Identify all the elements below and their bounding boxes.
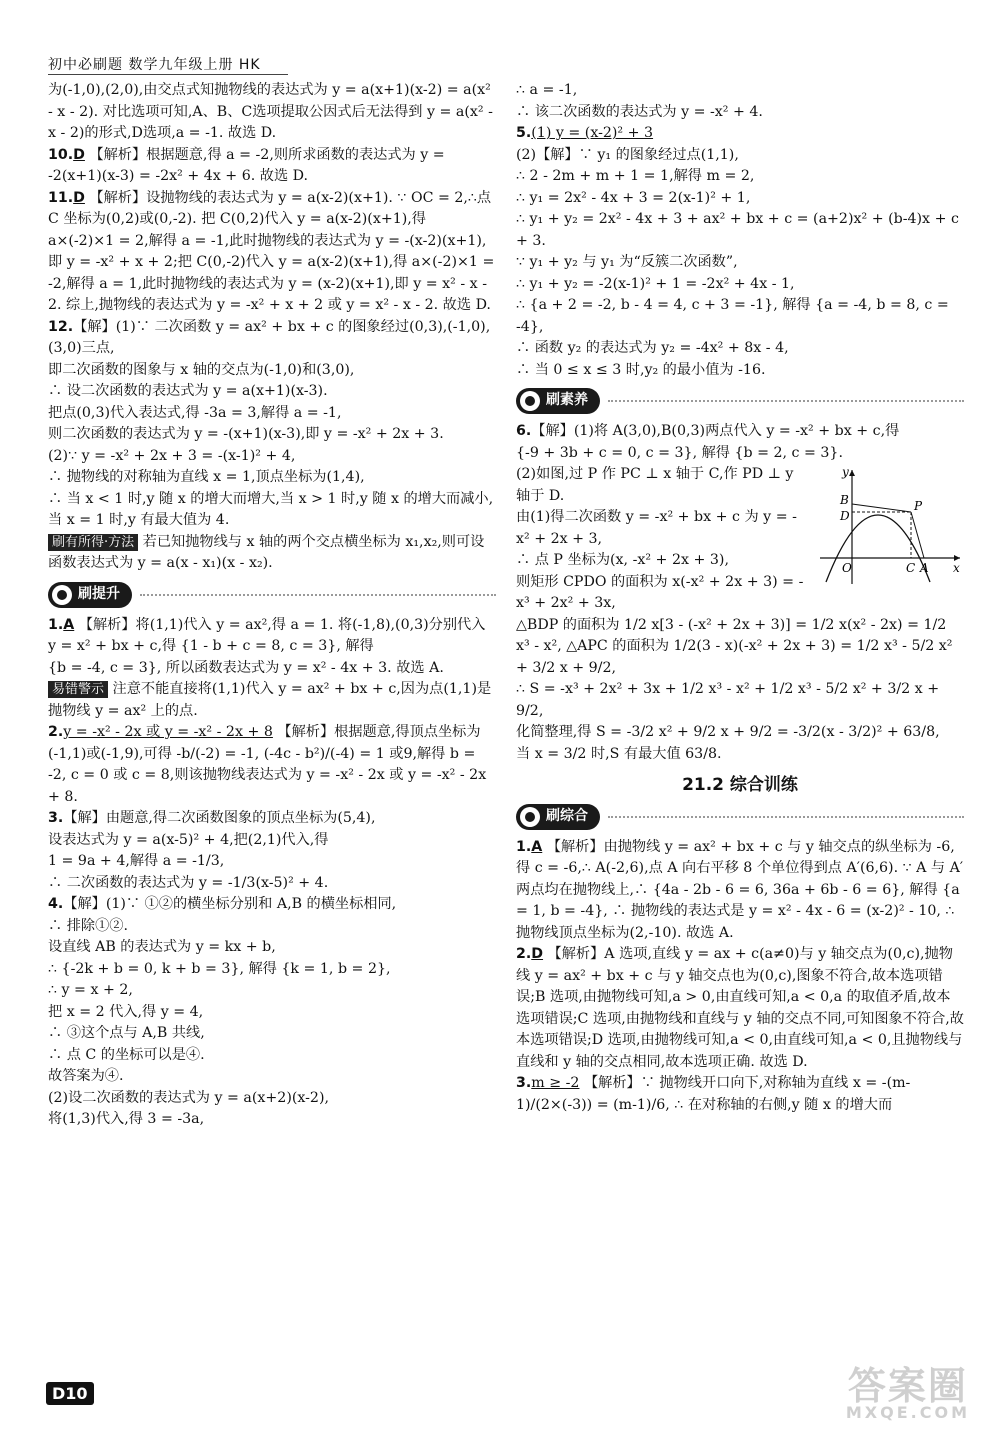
t3-line: ∴ 二次函数的表达式为 y = -1/3(x-5)² + 4. [48, 874, 329, 891]
warning-note [48, 679, 496, 722]
q6-line: ∴ S = -x³ + 2x² + 3x + 1/2 x³ - x² + 1/2 x³ - 5/2 x² + 3/2 x + 9/2, [516, 681, 944, 719]
q5-line: ∵ y₁ + y₂ 与 y₁ 为“反簇二次函数”, [516, 254, 738, 270]
warning-text: 注意不能直接将(1,1)代入 y = ax² + bx + c,因为点(1,1)是抛物线 y = ax² 上的点. [48, 681, 492, 719]
q5-answer: (1) y = (x-2)² + 3 [531, 125, 654, 141]
right-column [516, 80, 964, 1116]
q12-line: 【解】(1)∵ 二次函数 y = ax² + bx + c 的图象经过(0,3),(-1,0),(3,0)三点, [48, 318, 491, 356]
c1-number: 1. [516, 838, 532, 855]
q12-number: 12. [48, 318, 74, 335]
t1-answer: A [63, 616, 75, 633]
c3-answer: m ≥ -2 [531, 1075, 580, 1091]
label-c: C [906, 561, 916, 575]
t4-line: ∴ {-2k + b = 0, k + b = 3}, 解得 {k = 1, b = 2}, [48, 960, 391, 977]
q6 [516, 421, 964, 765]
t3-line: 设表达式为 y = a(x-5)² + 4,把(2,1)代入,得 [48, 831, 329, 848]
q11-text: 【解析】设抛物线的表达式为 y = a(x-2)(x+1). ∵ OC = 2,∴点 C 坐标为(0,2)或(0,-2). 把 C(0,2)代入 y = a(x-2)(x+1),得 a×(-2)×1 = 2,解得 a = -1,此时抛物线的表达式为 y = -(x-2)(x+1),即 y = -x² + x + 2;把 C(0,-2)代入 y = a(x-2)(x+1),得 a×(-2)×1 = -2,解得 a = 1,此时抛物线的表达式为 y = (x-2)(x+1),即 y = x² - x - 2. 综上,抛物线的表达式为 y = -x² + x + 2 或 y = x² - x - 2. 故选 D. [48, 189, 499, 313]
t3 [48, 808, 496, 894]
q10 [48, 145, 496, 188]
book-icon [520, 391, 540, 411]
q12-line: ∴ 抛物线的对称轴为直线 x = 1,顶点坐标为(1,4), [48, 469, 365, 485]
q12-line: 把点(0,3)代入表达式,得 -3a = 3,解得 a = -1, [48, 404, 342, 421]
watermark-sub: MXQE.COM [845, 1403, 970, 1422]
label-p: P [914, 499, 923, 513]
y-axis-arrow [849, 470, 855, 476]
running-header: 初中必刷题 数学九年级上册 HK [48, 57, 261, 73]
section-badge [516, 388, 600, 414]
q5-number: 5. [516, 125, 532, 141]
t3-number: 3. [48, 810, 64, 826]
label-y: y [842, 466, 849, 479]
section-shuatisheng [48, 581, 496, 609]
section-title: 刷综合 [546, 807, 588, 824]
q5-line: ∴ y₁ + y₂ = 2x² - 4x + 3 + ax² + bx + c = (a+2)x² + (b-4)x + c + 3. [516, 211, 964, 249]
dotted-divider [140, 594, 496, 596]
parabola-figure [812, 466, 964, 586]
section-badge [48, 582, 132, 608]
c1-text: 【解析】由抛物线 y = ax² + bx + c 与 y 轴交点的纵坐标为 -6,得 c = -6,∴ A(-2,6),点 A 向右平移 8 个单位得到点 A′(6,6). ∵ A 与 A′两点均在抛物线上,∴ {4a - 2b - 6 = 6, 36a + 6b - 6 = 6}, 解得 {a = 1, b = -4}, ∴ 抛物线的表达式是 y = x² - 4x - 6 = (x-2)² - 10, ∴ 抛物线顶点坐标为(2,-10). 故选 A. [516, 838, 965, 941]
t4-line: (2)设二次函数的表达式为 y = a(x+2)(x-2), [48, 1089, 330, 1106]
c1 [516, 837, 964, 945]
q5-line: ∴ 函数 y₂ 的表达式为 y₂ = -4x² + 8x - 4, [516, 340, 789, 356]
t3-line: 1 = 9a + 4,解得 a = -1/3, [48, 853, 225, 869]
t4-number: 4. [48, 896, 64, 912]
q5-line: ∴ {a + 2 = -2, b - 4 = 4, c + 3 = -1}, 解得 {a = -4, b = 8, c = -4}, [516, 297, 954, 335]
q9-continuation: 为(-1,0),(2,0),由交点式知抛物线的表达式为 y = a(x+1)(x-2) = a(x² - x - 2). 对比选项可知,A、B、C选项提取公因式后无法得到 y = a(x² - x - 2)的形式,D选项,a = -1. 故选 D. [48, 82, 498, 141]
q6-line: 则矩形 CPDO 的面积为 x(-x² + 2x + 3) = -x³ + 2x² + 3x, [516, 573, 804, 611]
q5-line: ∴ y₁ + y₂ = -2(x-1)² + 1 = -2x² + 4x - 1, [516, 275, 795, 292]
t4-line: 故答案为④. [48, 1068, 124, 1084]
watermark [845, 1364, 970, 1422]
c3-text: 【解析】∵ 抛物线开口向下,对称轴为直线 x = -(m-1)/(2×(-3)) = (m-1)/6, ∴ 在对称轴的右侧,y 随 x 的增大而 [516, 1075, 911, 1113]
q10-answer: D [73, 146, 85, 163]
t1-line: 【解析】将(1,1)代入 y = ax²,得 a = 1. 将(-1,8),(0,3)分别代入 y = x² + bx + c,得 {1 - b + c = 8, c = 3}, 解得 [48, 616, 486, 654]
method-note [48, 532, 496, 575]
q12-line: ∴ 当 x < 1 时,y 随 x 的增大而增大,当 x > 1 时,y 随 x 的增大而减小,当 x = 1 时,y 有最大值为 4. [48, 490, 494, 528]
label-o: O [842, 561, 852, 575]
q6-line: 【解】(1)将 A(3,0),B(0,3)两点代入 y = -x² + bx + c,得 [531, 423, 900, 439]
t4 [48, 894, 496, 1131]
label-a: A [920, 561, 929, 575]
book-icon [52, 585, 72, 605]
t2-text: 【解析】根据题意,得顶点坐标为(-1,1)或(-1,9),可得 -b/(-2) = -1, (-4c - b²)/(-4) = 1 或9,解得 b = -2, c = 0 或 c = 8,则该抛物线表达式为 y = -x² - 2x 或 y = -x² - 2x + 8. [48, 724, 491, 805]
q5-line: (2)【解】∵ y₁ 的图象经过点(1,1), [516, 146, 739, 163]
t1 [48, 615, 496, 680]
t4-line: 设直线 AB 的表达式为 y = kx + b, [48, 939, 276, 955]
section-title: 刷素养 [546, 392, 588, 409]
q6-line: {-9 + 3b + c = 0, c = 3}, 解得 {b = 2, c = 3}. [516, 444, 843, 461]
q6-number: 6. [516, 423, 532, 439]
q6-line: (2)如图,过 P 作 PC ⊥ x 轴于 C,作 PD ⊥ y 轴于 D. [516, 466, 798, 504]
t4-line: ∴ 排除①②. [48, 917, 128, 934]
q5-line: ∴ 2 - 2m + m + 1 = 1,解得 m = 2, [516, 168, 755, 184]
q12-line: 即二次函数的图象与 x 轴的交点为(-1,0)和(3,0), [48, 361, 355, 378]
c2-number: 2. [516, 946, 532, 962]
t4-line: 【解】(1)∵ ①②的横坐标分别和 A,B 的横坐标相同, [63, 896, 397, 912]
segment-bp [852, 504, 911, 512]
c1-answer: A [531, 838, 543, 855]
t4-line: 把 x = 2 代入,得 y = 4, [48, 1003, 204, 1020]
q6-line: ∴ 点 P 坐标为(x, -x² + 2x + 3), [516, 552, 729, 568]
q6-line: △BDP 的面积为 1/2 x[3 - (-x² + 2x + 3)] = 1/2 x(x² - 2x) = 1/2 x³ - x², △APC 的面积为 1/2(3 - x)(-x² + 2x + 3) = 1/2 x³ - 5/2 x² + 3/2 x + 9/2, [516, 616, 958, 676]
q6-line: 当 x = 3/2 时,S 有最大值 63/8. [516, 745, 722, 762]
q6-line: 由(1)得二次函数 y = -x² + bx + c 为 y = -x² + 2x + 3, [516, 509, 797, 547]
c3-number: 3. [516, 1075, 532, 1091]
t4-line: 将(1,3)代入,得 3 = -3a, [48, 1111, 205, 1127]
book-icon [520, 807, 540, 827]
segment-pa [911, 512, 924, 558]
q5 [516, 123, 964, 381]
page-number: D10 [46, 1382, 94, 1405]
label-b: B [840, 493, 849, 507]
method-text: 若已知抛物线与 x 轴的两个交点横坐标为 x₁,x₂,则可设函数表达式为 y = a(x - x₁)(x - x₂). [48, 533, 485, 571]
warning-tag: 易错警示 [48, 681, 108, 698]
q12-line: ∴ 设二次函数的表达式为 y = a(x+1)(x-3). [48, 383, 328, 399]
q5-line: ∴ 当 0 ≤ x ≤ 3 时,y₂ 的最小值为 -16. [516, 361, 766, 378]
dotted-divider [608, 816, 964, 818]
q6-line: 化简整理,得 S = -3/2 x² + 9/2 x + 9/2 = -3/2(x - 3/2)² + 63/8, [516, 724, 940, 740]
q12 [48, 317, 496, 532]
t1-number: 1. [48, 616, 64, 633]
q10-text: 【解析】根据题意,得 a = -2,则所求函数的表达式为 y = -2(x+1)(x-3) = -2x² + 4x + 6. 故选 D. [48, 146, 450, 184]
q12-line: 则二次函数的表达式为 y = -(x+1)(x-3),即 y = -x² + 2x + 3. [48, 426, 444, 442]
section-badge [516, 804, 600, 830]
label-d: D [840, 509, 850, 523]
header-rule [48, 74, 288, 75]
t4-line: ∴ ③这个点与 A,B 共线, [48, 1025, 205, 1041]
section-shuazonghe [516, 803, 964, 831]
section-shuasuyang [516, 387, 964, 415]
left-column [48, 80, 499, 1131]
q11-number: 11. [48, 189, 74, 206]
c2-text: 【解析】A 选项,直线 y = ax + c(a≠0)与 y 轴交点为(0,c),抛物线 y = ax² + bx + c 与 y 轴交点也为(0,c),图象不符合,故本选项错误;B 选项,由抛物线可知,a > 0,由直线可知,a < 0,a 的取值矛盾,故本选项错误;C 选项,由抛物线和直线与 y 轴的交点不同,可知图象不符合,故本选项错误;D 选项,由抛物线可知,a < 0,由直线可知,a < 0,且抛物线与直线和 y 轴的交点相同,故本选项正确. 故选 D. [516, 946, 964, 1070]
q10-number: 10. [48, 146, 74, 163]
method-tag: 刷有所得·方法 [48, 534, 138, 551]
section-heading: 21.2 综合训练 [682, 775, 798, 795]
t4-line: ∴ y = x + 2, [48, 982, 133, 998]
t2-answer: y = -x² - 2x 或 y = -x² - 2x + 8 [63, 724, 273, 740]
t1-line: {b = -4, c = 3}, 所以函数表达式为 y = x² - 4x + 3. 故选 A. [48, 659, 444, 676]
q5-line: ∴ y₁ = 2x² - 4x + 3 = 2(x-1)² + 1, [516, 189, 751, 206]
t2 [48, 722, 496, 808]
watermark-main: 答案圈 [847, 1364, 968, 1408]
c2 [516, 944, 964, 1073]
section-title: 刷提升 [78, 585, 120, 602]
q4-continuation-line: ∴ a = -1, [516, 82, 578, 98]
q12-line: (2)∵ y = -x² + 2x + 3 = -(x-1)² + 4, [48, 447, 296, 464]
q4-continuation-line: ∴ 该二次函数的表达式为 y = -x² + 4. [516, 103, 763, 120]
c3 [516, 1073, 964, 1116]
t4-line: ∴ 点 C 的坐标可以是④. [48, 1046, 205, 1063]
dotted-divider [608, 400, 964, 402]
q11 [48, 188, 499, 317]
q11-answer: D [73, 189, 85, 206]
t2-number: 2. [48, 724, 64, 740]
t3-line: 【解】由题意,得二次函数图象的顶点坐标为(5,4), [63, 810, 376, 826]
c2-answer: D [531, 946, 544, 962]
label-x: x [953, 561, 960, 575]
